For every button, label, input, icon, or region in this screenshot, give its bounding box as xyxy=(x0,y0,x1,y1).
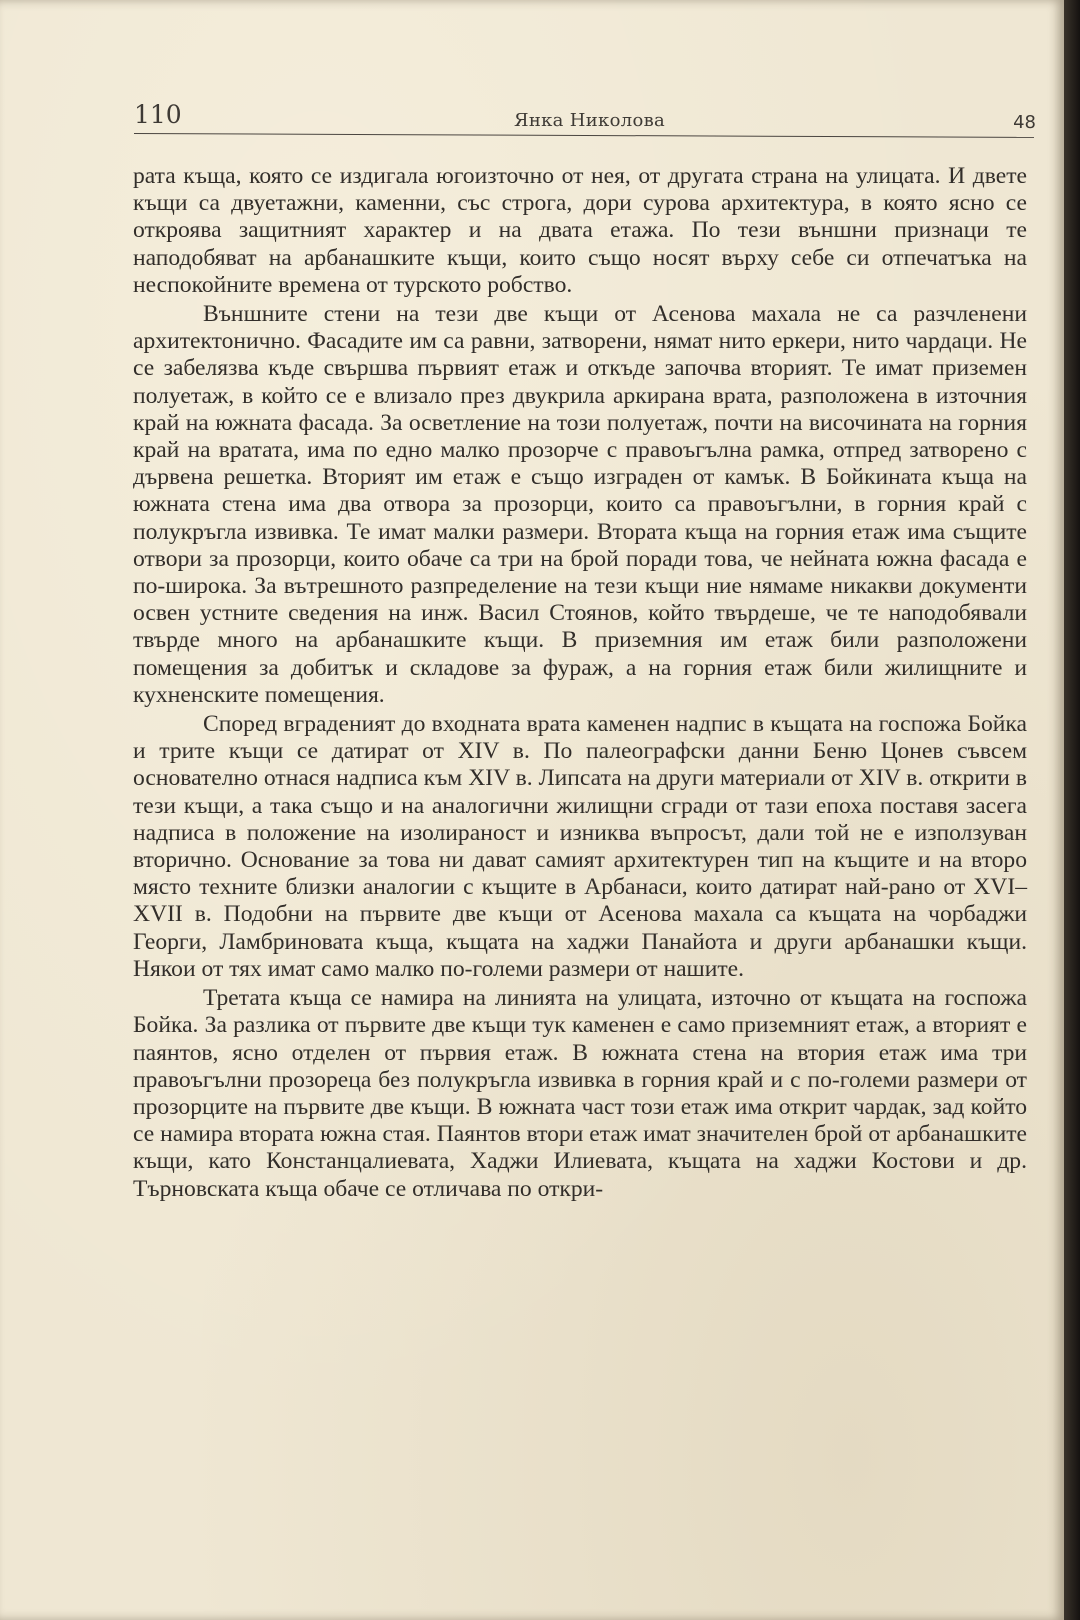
folio-mark: 48 xyxy=(1013,112,1036,133)
body-text xyxy=(133,163,1027,1203)
paragraph: Третата къща се намира на линията на улицата, източно от къщата на госпожа Бойка. За разлика от първите две къщи тук каменен е само приземният етаж, а вторият е паянтов, ясно отделен от първия етаж. В южната стена на втория етаж има три правоъгълни прозореца без полукръгла извивка в горния край и с по-големи размери от прозорците на първите две къщи. В южната част този етаж има открит чардак, зад който се намира втората южна стая. Паянтов втори етаж имат значителен брой от арбанашките къщи, като Констанцалиевата, Хаджи Илиевата, къщата на хаджи Костови и др. Търновската къща обаче се отличава по откри- xyxy=(133,985,1027,1202)
page-header xyxy=(134,98,1036,138)
book-spine xyxy=(1064,0,1080,1620)
paragraph: Според вграденият до входната врата каменен надпис в къщата на госпожа Бойка и трите къщи се датират от XIV в. По палеографски данни Беню Цонев съвсем основателно отнася надписа към XIV в. Липсата на други материали от XIV в. открити в тези къщи, а така също и на аналогични жилищни сгради от тази епоха поставя засега надписа в положение на изолираност и изниква въпросът, дали той не е използуван вторично. Основание за това ни дават самият архитектурен тип на къщите и на второ място техните близки аналогии с къщите в Арбанаси, които датират най-рано от XVI–XVII в. Подобни на първите две къщи от Асенова махала са къщата на чорбаджи Георги, Ламбриновата къща, къщата на хаджи Панайота и други арбанашки къщи. Някои от тях имат само малко по-големи размери от нашите. xyxy=(133,711,1027,982)
running-title: Янка Николова xyxy=(514,110,666,131)
paragraph: рата къща, която се издигала югоизточно от нея, от другата страна на улицата. И двете къщи са двуетажни, каменни, със строга, дори сурова архитектура, в която ясно се откроява защитният характер и на двата етажа. По тези външни признаци те наподобяват на арбанашките къщи, които също носят върху себе си отпечатъка на неспокойните времена от турското робство. xyxy=(133,163,1027,298)
page-number: 110 xyxy=(134,100,182,129)
paragraph: Външните стени на тези две къщи от Асенова махала не са разчленени архитектонично. Фасадите им са равни, затворени, нямат нито еркери, нито чардаци. Не се забелязва къде свършва първият етаж и откъде започва вторият. Те имат приземен полуетаж, в който се е влизало през двукрила аркирана врата, разположена в източния край на южната фасада. За осветление на този полуетаж, почти на височината на горния край на вратата, има по едно малко прозорче с правоъгълна рамка, отпред затворено с дървена решетка. Вторият им етаж е също изграден от камък. В Бойкината къща на южната стена има два отвора за прозорци, които са правоъгълни, в горния край с полукръгла извивка. Те имат малки размери. Втората къща на горния етаж има същите отвори за прозорци, които обаче са три на брой поради това, че нейната южна фасада е по-широка. За вътрешното разпределение на тези къщи ние нямаме никакви документи освен устните сведения на инж. Васил Стоянов, който твърдеше, че те наподобявали твърде много на арбанашките къщи. В приземния им етаж били разположени помещения за добитък и складове за фураж, а на горния етаж били жилищните и кухненските помещения. xyxy=(133,301,1027,708)
